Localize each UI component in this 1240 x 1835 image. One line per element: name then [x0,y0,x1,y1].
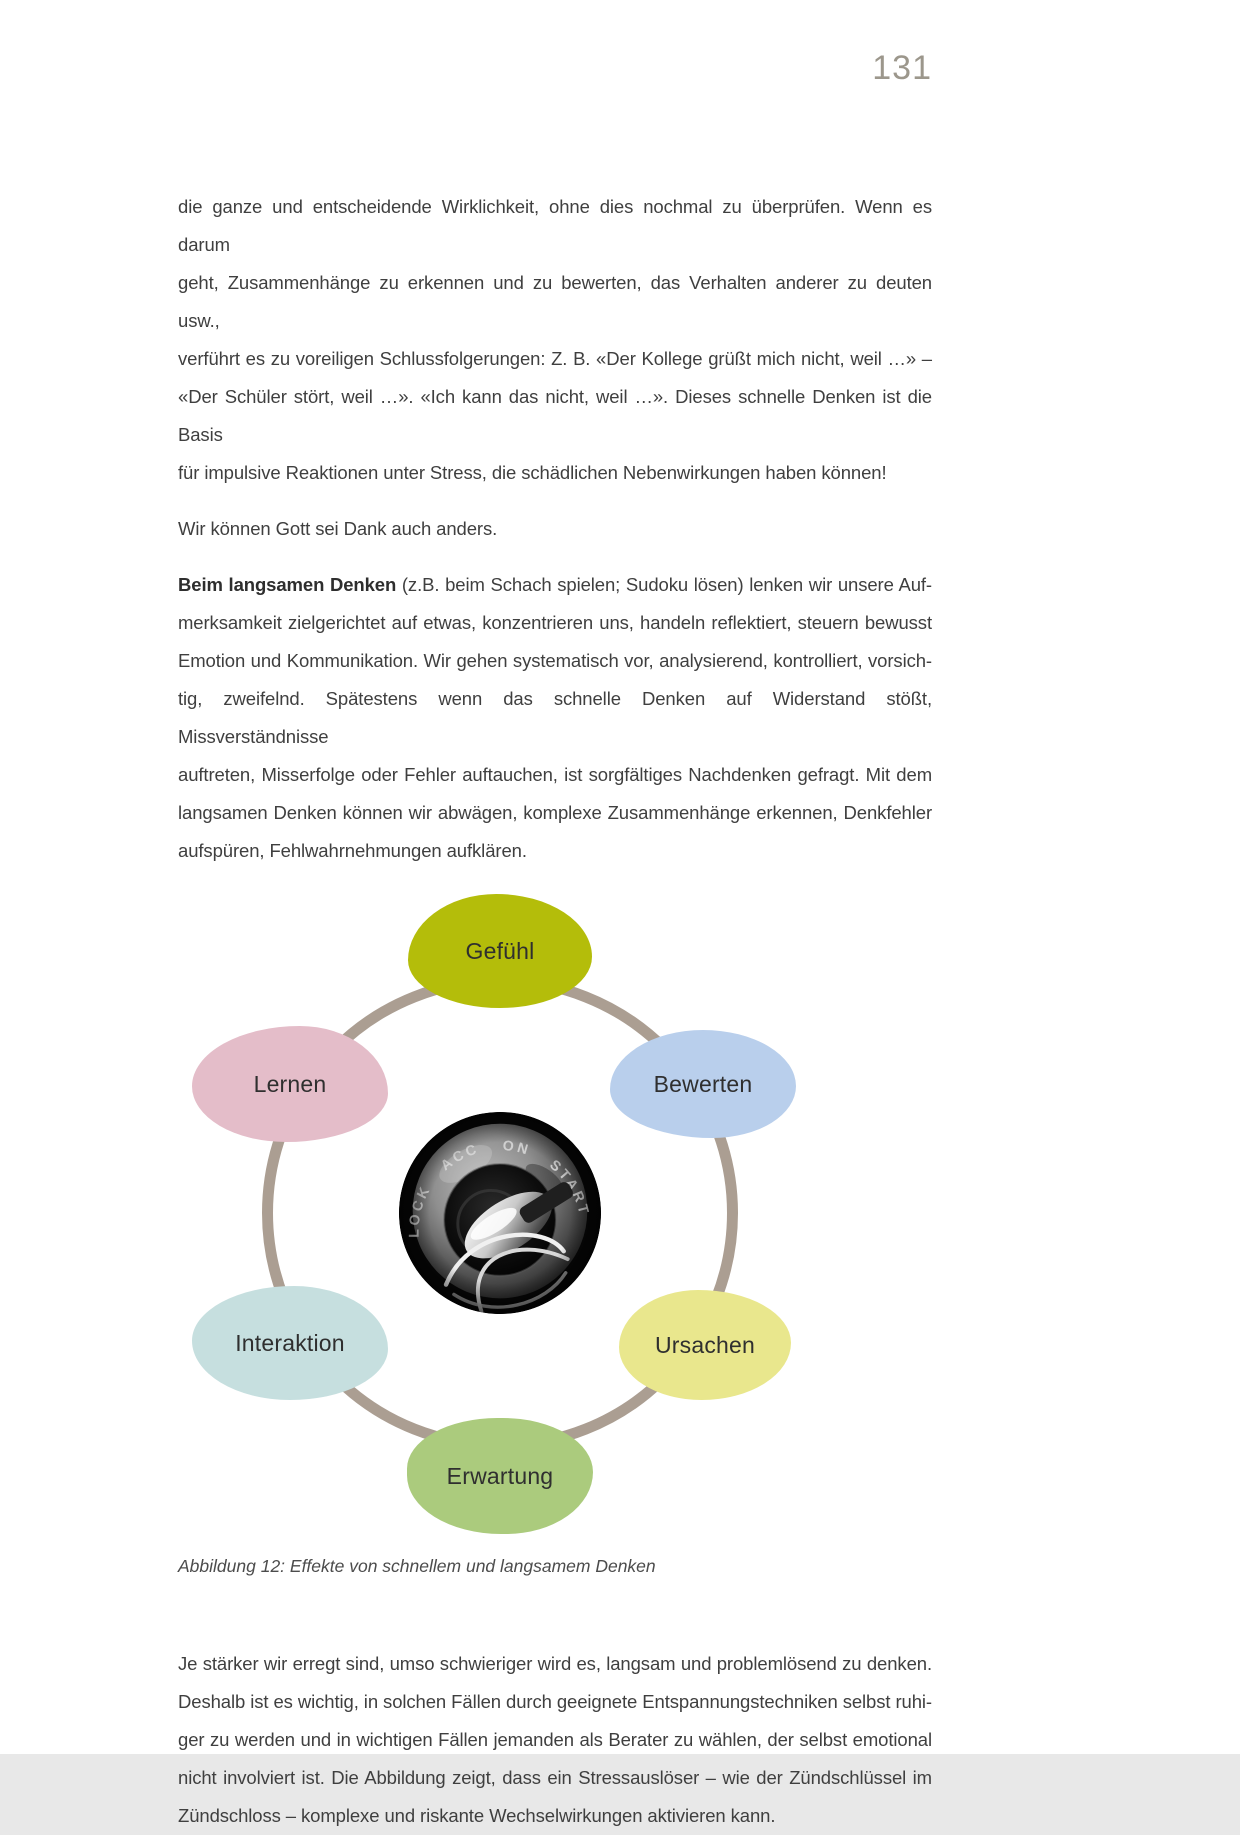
node-label: Ursachen [654,1331,756,1358]
text-line: Emotion und Kommunikation. Wir gehen systematisch vor, analysierend, kontrolliert, vorsich- [178,650,932,671]
text-line: aufspüren, Fehlwahrnehmungen aufklären. [178,840,527,861]
text-line: langsamen Denken können wir abwägen, komplexe Zusammenhänge erkennen, Denkfehler [178,802,932,823]
text-line: Je stärker wir erregt sind, umso schwieriger wird es, langsam und problemlösend zu denken. [178,1653,932,1674]
paragraph-fast-thinking [178,188,932,492]
node-label: Lernen [253,1070,327,1097]
text-line: verführt es zu voreiligen Schlussfolgerungen: Z. B. «Der Kollege grüßt mich nicht, weil …» – [178,348,932,369]
text-line: tig, zweifelnd. Spätestens wenn das schnelle Denken auf Widerstand stößt, Missverständnisse [178,688,932,747]
diagram-node-lernen [192,1026,388,1142]
text-line: die ganze und entscheidende Wirklichkeit, ohne dies nochmal zu überprüfen. Wenn es darum [178,196,932,255]
node-label: Gefühl [465,937,535,964]
ignition-lock-photo [397,1110,603,1316]
figure-diagram [178,890,932,1545]
diagram-node-erwartung [407,1418,593,1534]
text-line: Wir können Gott sei Dank auch anders. [178,518,498,539]
node-label: Bewerten [653,1070,753,1097]
text-line: für impulsive Reaktionen unter Stress, die schädlichen Nebenwirkungen haben können! [178,462,887,483]
node-label: Interaktion [235,1329,345,1356]
text-line: «Der Schüler stört, weil …». «Ich kann das nicht, weil …». Dieses schnelle Denken ist die Basis [178,386,932,445]
text-line: auftreten, Misserfolge oder Fehler auftauchen, ist sorgfältiges Nachdenken gefragt. Mit dem [178,764,932,785]
paragraph-conclusion [178,1645,932,1835]
text-column [178,188,932,1835]
diagram-node-bewerten [610,1030,796,1138]
page-number: 131 [872,49,932,87]
text-line: Deshalb ist es wichtig, in solchen Fällen durch geeignete Entspannungstechniken selbst ruhi- [178,1691,932,1712]
paragraph-transition [178,510,932,548]
diagram-node-gefuehl [408,894,592,1008]
text-line: geht, Zusammenhänge zu erkennen und zu bewerten, das Verhalten anderer zu deuten usw., [178,272,932,331]
text-line: merksamkeit zielgerichtet auf etwas, konzentrieren uns, handeln reflektiert, steuern bewusst [178,612,932,633]
diagram-node-ursachen [619,1290,791,1400]
text-line: ger zu werden und in wichtigen Fällen jemanden als Berater zu wählen, der selbst emotional [178,1729,932,1750]
node-label: Erwartung [446,1462,554,1489]
figure-caption: Abbildung 12: Effekte von schnellem und langsamem Denken [178,1556,656,1576]
diagram-node-interaktion [192,1286,388,1400]
paragraph-slow-thinking [178,566,932,870]
text-line: Beim langsamen Denken (z.B. beim Schach spielen; Sudoku lösen) lenken wir unsere Auf- [178,574,932,595]
text-line: nicht involviert ist. Die Abbildung zeigt, dass ein Stressauslöser – wie der Zündschlüssel im [178,1767,932,1788]
text-line: Zündschloss – komplexe und riskante Wechselwirkungen aktivieren kann. [178,1805,776,1826]
